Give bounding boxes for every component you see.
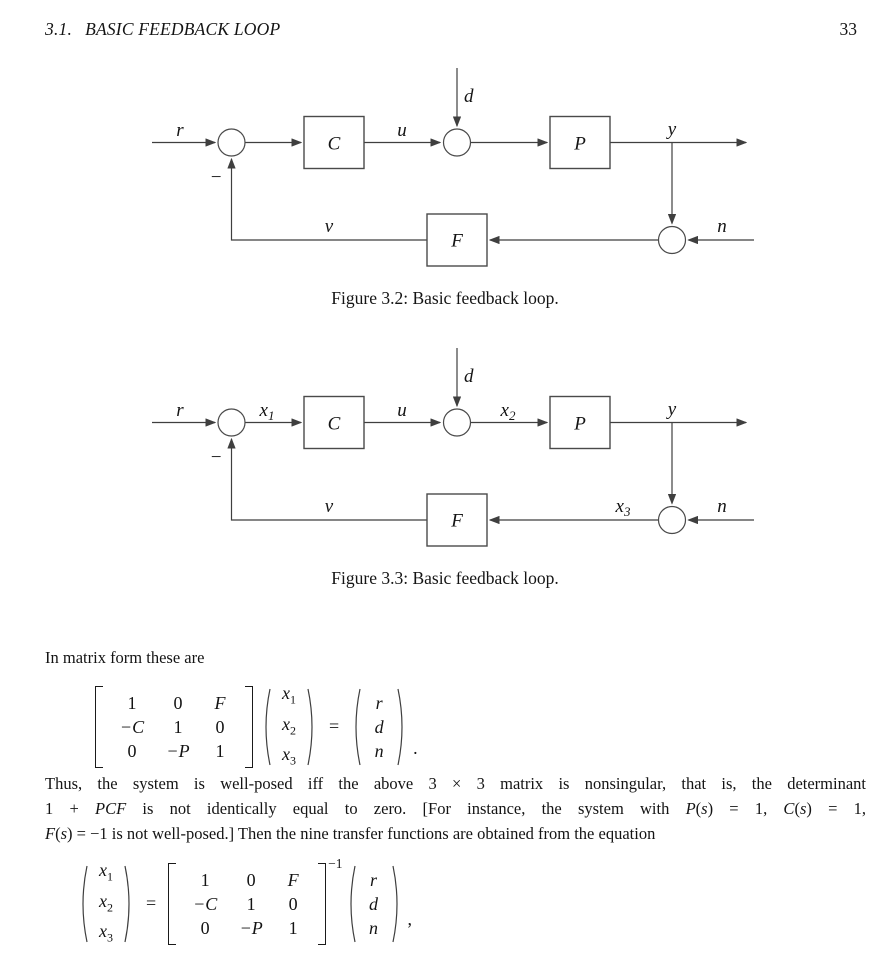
figure-3-2-diagram [0, 60, 890, 275]
section-number: 3.1. [45, 19, 73, 39]
page-number: 33 [839, 19, 857, 39]
matrix-cell: 0 [246, 869, 256, 890]
left-bracket [168, 863, 176, 945]
vector-entry: $x_1$ [99, 860, 113, 884]
vector-entry: d [369, 893, 379, 914]
signal-label-n: n [717, 496, 727, 517]
matrix-cell: 0 [173, 692, 183, 713]
summing-junction-3 [659, 227, 686, 254]
paragraph-line-2: 1 + PCF is not identically equal to zero. [For instance, the system with P(s) = 1, C(s) = 1, [45, 799, 866, 818]
matrix-cell: 0 [288, 893, 298, 914]
coefficient-matrix [168, 863, 326, 945]
matrix-cell: 0 [200, 917, 210, 938]
left-bracket [95, 686, 103, 768]
coefficient-matrix [95, 686, 253, 768]
state-vector [78, 858, 134, 950]
signal-label-y: y [667, 399, 677, 420]
matrix-cell: F [214, 692, 226, 713]
paragraph-line-3: F(s) = −1 is not well-posed.] Then the nine transfer functions are obtained from the equation [45, 824, 656, 843]
signal-label-r: r [176, 120, 184, 141]
running-head [45, 19, 857, 40]
matrix-intro-text: In matrix form these are [45, 648, 205, 667]
right-paren [396, 687, 407, 767]
matrix-cell: 0 [127, 740, 137, 761]
inverse-exponent: −1 [328, 856, 343, 871]
signal-label-v: v [324, 496, 334, 517]
summing-junction-1 [218, 129, 245, 156]
matrix-cell: 1 [246, 893, 256, 914]
summing-junction-1 [218, 409, 245, 436]
section-title: BASIC FEEDBACK LOOP [85, 19, 281, 39]
input-vector [351, 687, 407, 767]
right-bracket [318, 863, 326, 945]
vector-entry: r [370, 869, 378, 890]
block-label-F: F [451, 230, 463, 252]
left-paren [78, 864, 89, 944]
matrix-equation-2 [78, 858, 412, 950]
vector-entry: $x_3$ [99, 921, 113, 945]
signal-label-d: d [464, 366, 474, 387]
state-vector [261, 681, 317, 773]
left-paren [346, 864, 357, 944]
vector-entry: n [374, 740, 384, 761]
matrix-cell: 1 [215, 740, 225, 761]
block-diagram-svg [0, 60, 890, 275]
paragraph-line-1: Thus, the system is well-posed iff the above 3 × 3 matrix is nonsingular, that is, the determinant [45, 774, 866, 793]
equation-punctuation: , [407, 909, 413, 930]
vector-entry: d [374, 716, 384, 737]
vector-entry: n [369, 917, 379, 938]
block-label-C: C [327, 413, 341, 435]
signal-label-r: r [176, 400, 184, 421]
matrix-cell: 1 [200, 869, 210, 890]
left-paren [261, 687, 272, 767]
matrix-cell: F [287, 869, 299, 890]
matrix-cell: 1 [173, 716, 183, 737]
matrix-equation-1 [95, 681, 418, 773]
equation-punctuation: . [413, 738, 418, 759]
block-diagram-svg [0, 340, 890, 555]
block-label-P: P [574, 133, 586, 155]
signal-label-u: u [397, 400, 407, 421]
signal-label-u: u [397, 120, 407, 141]
figure-3-3-diagram [0, 340, 890, 555]
matrix-cell: 1 [288, 917, 298, 938]
equals-sign: = [146, 893, 157, 914]
state-label-x3: $x_3$ [615, 496, 631, 519]
figure-3-2-caption: Figure 3.2: Basic feedback loop. [331, 288, 559, 308]
matrix-cell: 1 [127, 692, 137, 713]
signal-label-v: v [324, 216, 334, 237]
state-label-x2: $x_2$ [500, 400, 516, 423]
matrix-cell: −C [193, 893, 218, 914]
body-paragraph [45, 771, 866, 846]
minus-sign: − [209, 447, 223, 468]
block-label-P: P [574, 413, 586, 435]
summing-junction-3 [659, 507, 686, 534]
right-paren [306, 687, 317, 767]
block-label-F: F [451, 510, 463, 532]
vector-entry: $x_1$ [282, 683, 296, 707]
summing-junction-2 [444, 409, 471, 436]
signal-label-d: d [464, 86, 474, 107]
minus-sign: − [209, 167, 223, 188]
vector-entry: $x_3$ [282, 744, 296, 768]
left-paren [351, 687, 362, 767]
matrix-cell: −P [239, 917, 263, 938]
matrix-cell: −P [166, 740, 190, 761]
vector-entry: $x_2$ [282, 713, 296, 738]
section-heading [45, 19, 280, 40]
vector-entry: r [375, 692, 383, 713]
input-vector [346, 864, 402, 944]
summing-junction-2 [444, 129, 471, 156]
signal-label-y: y [667, 119, 677, 140]
block-label-C: C [327, 133, 341, 155]
figure-3-3-caption: Figure 3.3: Basic feedback loop. [331, 568, 559, 588]
right-paren [391, 864, 402, 944]
signal-label-n: n [717, 216, 727, 237]
equals-sign: = [329, 716, 340, 737]
right-paren [123, 864, 134, 944]
matrix-cell: 0 [215, 716, 225, 737]
matrix-cell: −C [119, 716, 145, 737]
vector-entry: $x_2$ [99, 890, 113, 915]
right-bracket [245, 686, 253, 768]
state-label-x1: $x_1$ [259, 400, 275, 423]
